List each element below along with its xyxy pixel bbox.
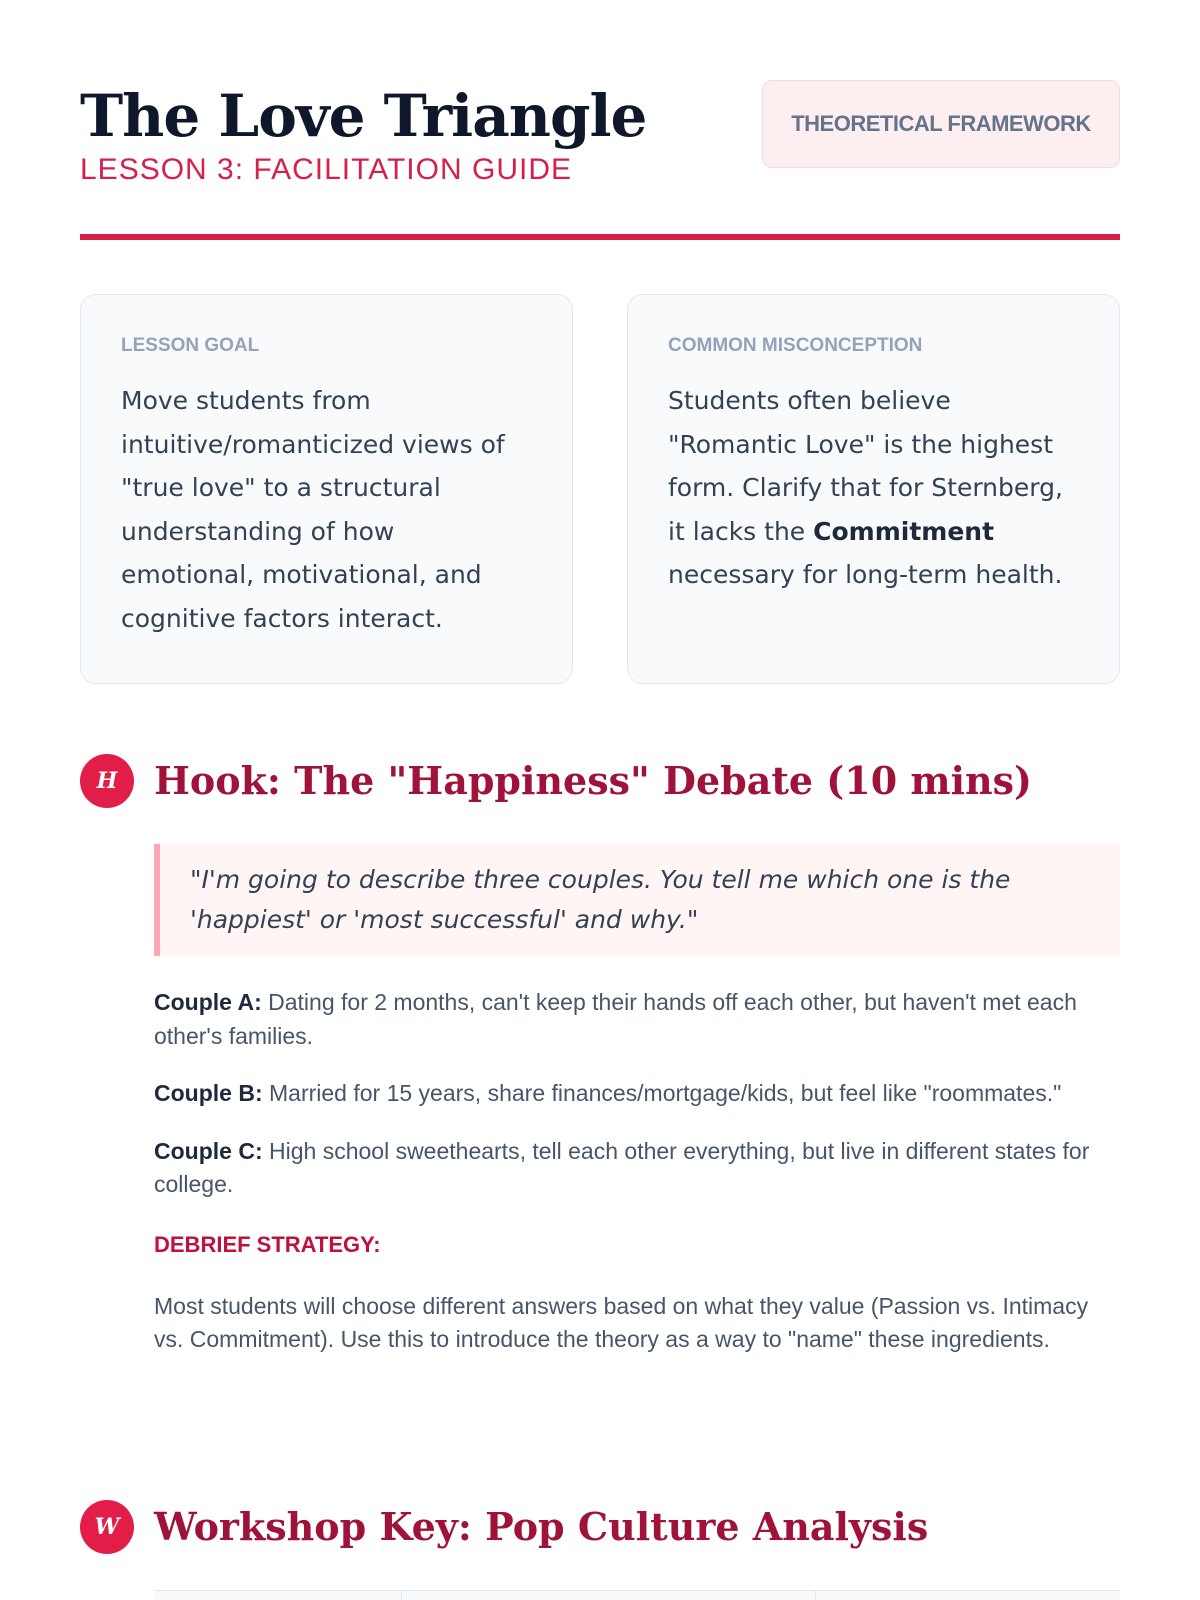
debrief-label: DEBRIEF STRATEGY: (154, 1231, 381, 1257)
hook-quote: "I'm going to describe three couples. You tell me which one is the 'happiest' or 'most successful' and why." (154, 844, 1120, 956)
misconception-label: COMMON MISCONCEPTION (668, 335, 923, 356)
hook-body (154, 844, 1120, 1357)
table-column-divider (401, 1591, 402, 1600)
debrief-text: Most students will choose different answers based on what they value (Passion vs. Intimacy vs. Commitment). Use this to introduce the theory as a way to "name" these ingredients. (154, 1292, 1089, 1352)
hook-title: Hook: The "Happiness" Debate (10 mins) (154, 758, 1033, 803)
workshop-icon: W (80, 1500, 134, 1554)
lesson-goal-label: LESSON GOAL (121, 335, 260, 356)
framework-badge: THEORETICAL FRAMEWORK (762, 80, 1120, 168)
header (80, 80, 1120, 240)
couple-a (154, 986, 1120, 1053)
misconception-card (627, 294, 1120, 684)
misconception-text (668, 379, 1079, 597)
misconception-text-start: Students often believe "Romantic Love" is the highest form. Clarify that for Sternberg, it lacks the (668, 386, 1063, 546)
hook-section-heading (80, 752, 1120, 808)
lesson-goal-card (80, 294, 573, 684)
page (80, 0, 1120, 1600)
lesson-goal-text: Move students from intuitive/romanticized views of "true love" to a structural understanding of how emotional, motivational, and cognitive factors interact. (121, 386, 505, 633)
misconception-emphasis: Commitment (813, 516, 995, 546)
page-subtitle: LESSON 3: FACILITATION GUIDE (80, 153, 572, 186)
couple-b (154, 1077, 1120, 1111)
couple-c-text: High school sweethearts, tell each other everything, but live in different states for college. (154, 1137, 1090, 1197)
couple-a-text: Dating for 2 months, can't keep their hands off each other, but haven't met each other's families. (154, 989, 1077, 1049)
workshop-table-top (154, 1590, 1120, 1600)
couple-c-label: Couple C: (154, 1137, 263, 1164)
header-divider (80, 234, 1120, 240)
page-title: The Love Triangle (80, 82, 647, 150)
workshop-section-heading (80, 1498, 1120, 1554)
couple-a-label: Couple A: (154, 989, 262, 1015)
hook-icon: H (80, 754, 134, 808)
couple-b-label: Couple B: (154, 1080, 263, 1106)
info-cards (80, 294, 1120, 684)
couple-c (154, 1135, 1120, 1202)
misconception-text-end: necessary for long-term health. (668, 560, 1063, 589)
table-column-divider (815, 1591, 816, 1600)
workshop-title: Workshop Key: Pop Culture Analysis (154, 1504, 929, 1549)
couple-b-text: Married for 15 years, share finances/mortgage/kids, but feel like "roommates." (262, 1080, 1062, 1106)
